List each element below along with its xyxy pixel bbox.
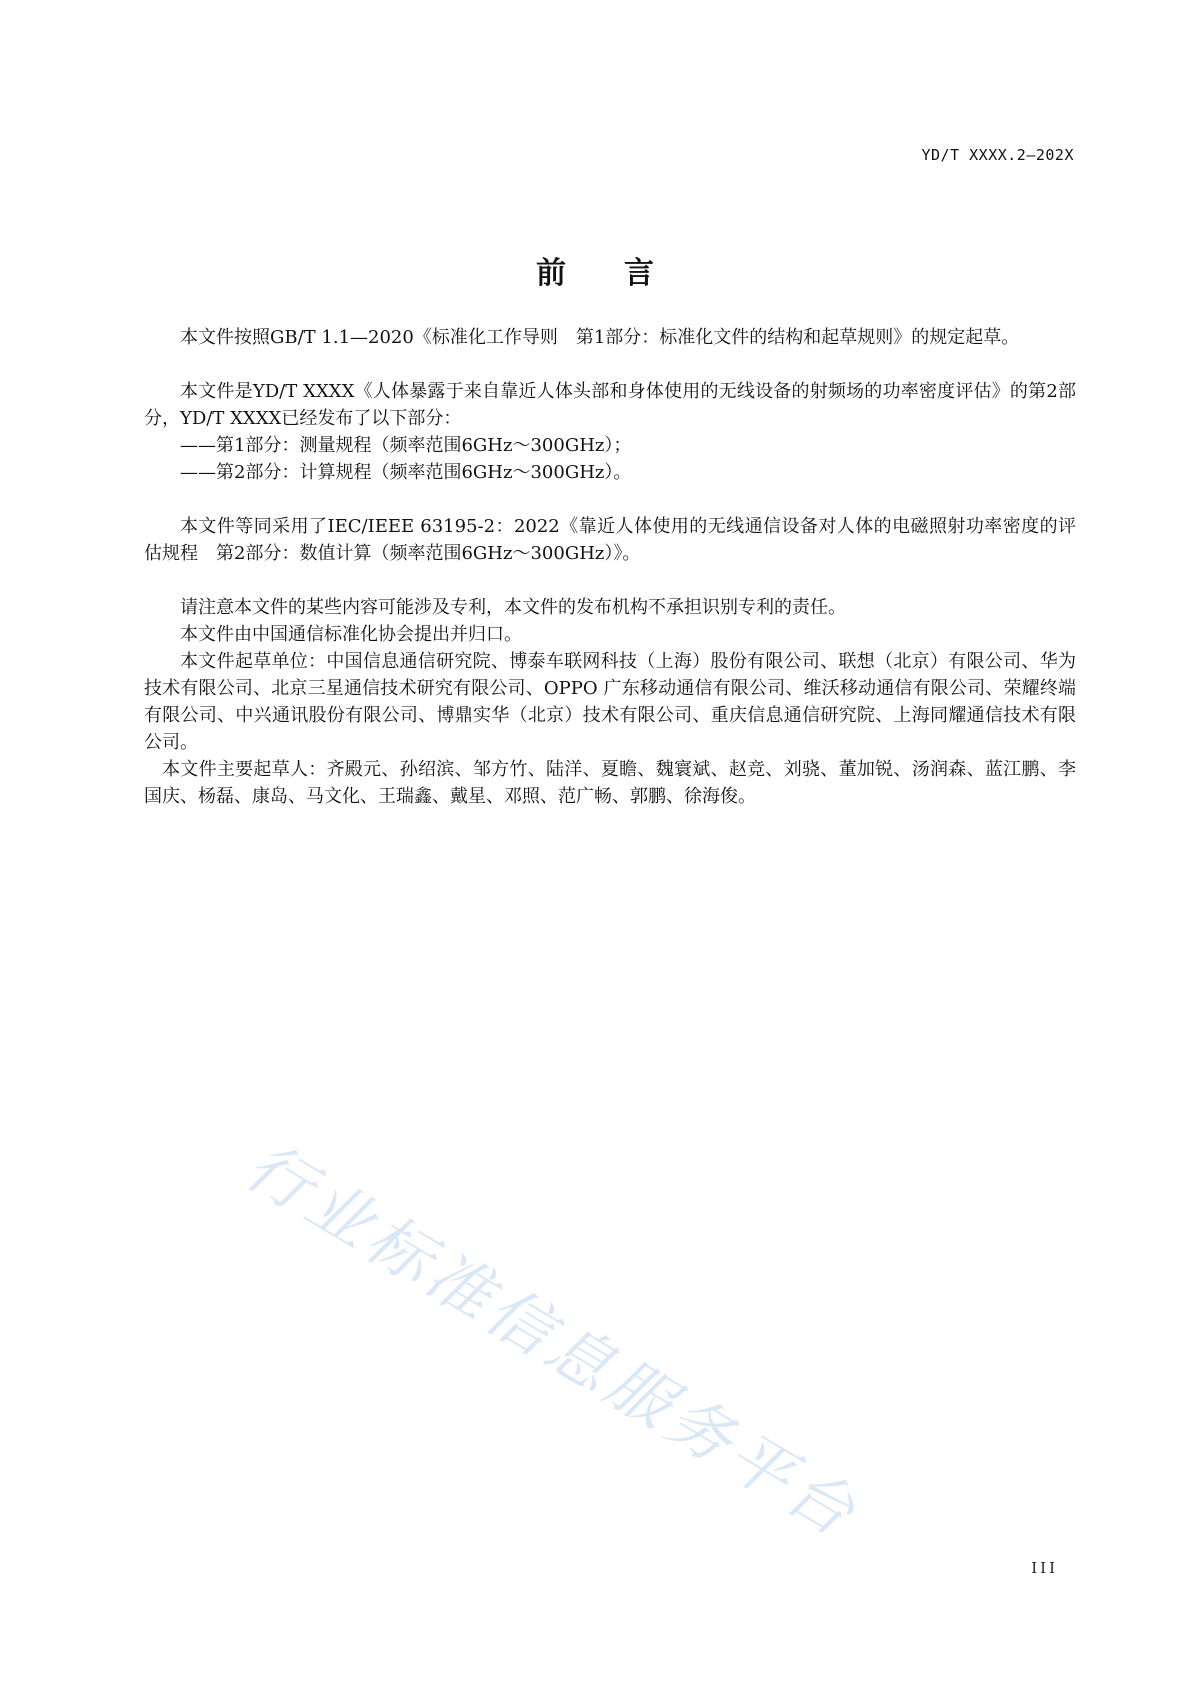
page-number: III bbox=[1031, 1559, 1058, 1577]
drafters-paragraph: 本文件主要起草人：齐殿元、孙绍滨、邹方竹、陆洋、夏瞻、魏寰斌、赵竞、刘骁、董加锐、汤润森、蓝江鹏、李国庆、杨磊、康岛、马文化、王瑞鑫、戴星、邓照、范广畅、郭鹏、徐海俊。 bbox=[144, 759, 1076, 807]
part-list-item: ——第2部分：计算规程（频率范围6GHz～300GHz）。 bbox=[180, 462, 632, 483]
spacer bbox=[144, 567, 1076, 594]
watermark-text: 行业标准信息服务平台 bbox=[232, 1129, 871, 1554]
adoption-paragraph: 本文件等同采用了IEC/IEEE 63195-2：2022《靠近人体使用的无线通信设备对人体的电磁照射功率密度的评估规程 第2部分：数值计算（频率范围6GHz～300GHz）》。 bbox=[144, 516, 1076, 564]
document-body bbox=[144, 324, 1076, 810]
part-list-item: ——第1部分：测量规程（频率范围6GHz～300GHz）； bbox=[180, 435, 632, 456]
series-paragraph: 本文件是YD/T XXXX《人体暴露于来自靠近人体头部和身体使用的无线设备的射频场的功率密度评估》的第2部分，YD/T XXXX已经发布了以下部分： bbox=[144, 381, 1076, 429]
page-title: 前言 bbox=[536, 256, 712, 291]
drafting-basis-paragraph: 本文件按照GB/T 1.1—2020《标准化工作导则 第1部分：标准化文件的结构和起草规则》的规定起草。 bbox=[180, 327, 1020, 348]
patent-notice-paragraph: 请注意本文件的某些内容可能涉及专利，本文件的发布机构不承担识别专利的责任。 bbox=[180, 597, 846, 618]
drafting-units-paragraph: 本文件起草单位：中国信息通信研究院、博泰车联网科技（上海）股份有限公司、联想（北京）有限公司、华为技术有限公司、北京三星通信技术研究有限公司、OPPO 广东移动通信有限公司、维沃移动通信有限公司、荣耀终端有限公司、中兴通讯股份有限公司、博鼎实华（北京）技术有限公司、重庆信息通信研究院、上海同耀通信技术有限公司。 bbox=[144, 651, 1076, 753]
spacer bbox=[144, 486, 1076, 513]
proposer-paragraph: 本文件由中国通信标准化协会提出并归口。 bbox=[180, 624, 522, 645]
spacer bbox=[144, 351, 1076, 378]
document-header-code: YD/T XXXX.2—202X bbox=[921, 146, 1074, 164]
